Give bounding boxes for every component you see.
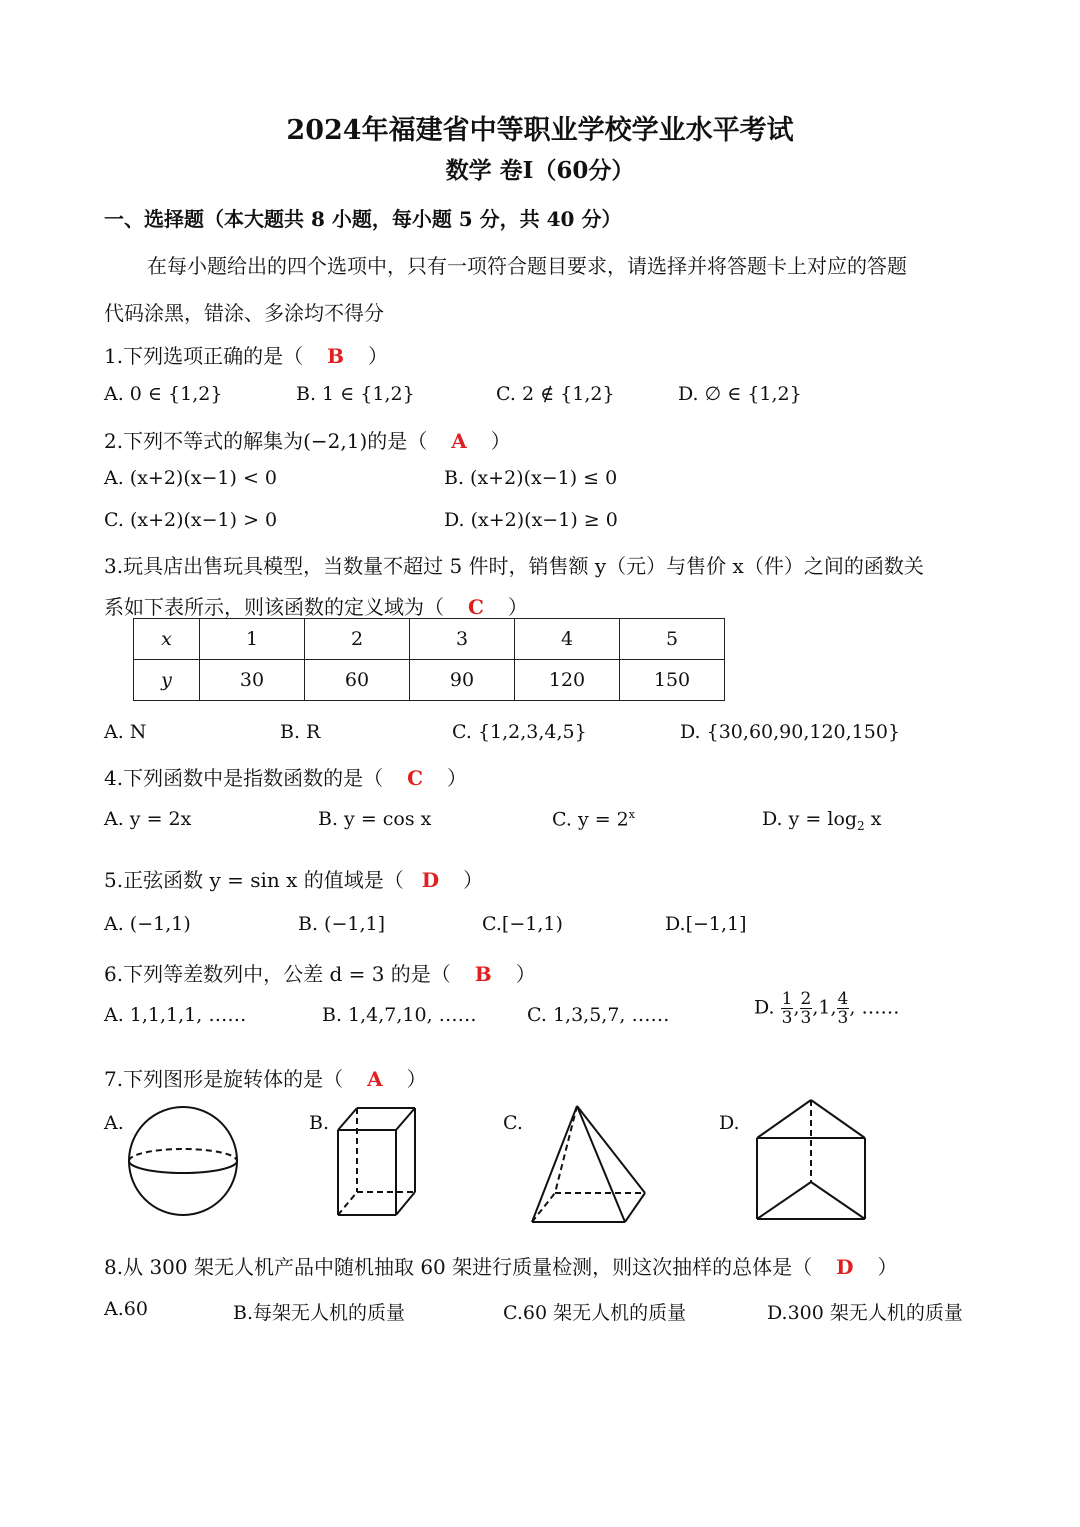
figure-label-b: B.: [309, 1112, 330, 1134]
q3-option-c: C. {1,2,3,4,5}: [452, 721, 587, 743]
xy-table: [133, 618, 725, 701]
table-cell: 60: [305, 660, 410, 701]
q8-option-b: B.每架无人机的质量: [233, 1302, 406, 1324]
answer-2: A: [451, 429, 467, 453]
triangular-prism-figure: [752, 1096, 870, 1224]
fraction: $\frac{4}{3}$: [837, 989, 849, 1028]
table-cell: 3: [410, 619, 515, 660]
exam-title: 2024年福建省中等职业学校学业水平考试: [286, 115, 794, 146]
figure-label-c: C.: [503, 1112, 523, 1134]
sphere-figure: [122, 1100, 246, 1224]
q4-option-d: D. $y = \log_2 x$: [762, 808, 882, 833]
q6-option-c: C. 1,3,5,7, ……: [527, 1004, 670, 1026]
q4-option-b: B. y = cos x: [318, 808, 432, 830]
fraction: $\frac{1}{3}$: [781, 989, 793, 1028]
answer-4: C: [407, 766, 424, 790]
figure-label-d: D.: [719, 1112, 740, 1134]
question-2-stem: 2.下列不等式的解集为(−2,1)的是（ A ）: [104, 429, 511, 453]
table-cell: y: [134, 660, 200, 701]
q1-option-a: A. 0 ∈ {1,2}: [104, 383, 223, 405]
q5-option-c: C.[−1,1): [482, 913, 563, 935]
answer-1: B: [327, 344, 344, 368]
q8-option-c: C.60 架无人机的质量: [503, 1302, 687, 1324]
table-cell: 30: [200, 660, 305, 701]
instruction-line-1: 在每小题给出的四个选项中，只有一项符合题目要求，请选择并将答题卡上对应的答题: [147, 254, 907, 278]
q5-option-d: D.[−1,1]: [665, 913, 747, 935]
cuboid-figure: [333, 1100, 423, 1220]
q2-option-c: C. (x+2)(x−1) > 0: [104, 509, 278, 531]
q2-option-d: D. (x+2)(x−1) ≥ 0: [444, 509, 618, 531]
table-row: [134, 619, 725, 660]
question-1-stem: 1.下列选项正确的是（ B ）: [104, 344, 388, 368]
answer-8: D: [836, 1255, 854, 1279]
exam-subtitle: 数学 卷I（60分）: [445, 157, 635, 184]
q4-option-a: A. y = 2x: [104, 808, 192, 830]
question-7-stem: 7.下列图形是旋转体的是（ A ）: [104, 1067, 427, 1091]
instruction-line-2: 代码涂黑，错涂、多涂均不得分: [104, 301, 384, 325]
q3-option-d: D. {30,60,90,120,150}: [680, 721, 901, 743]
q1-option-d: D. ∅ ∈ {1,2}: [678, 383, 802, 405]
q8-option-d: D.300 架无人机的质量: [767, 1302, 963, 1324]
figure-label-a: A.: [104, 1112, 124, 1134]
question-6-stem: 6.下列等差数列中，公差 d = 3 的是（ B ）: [104, 962, 536, 986]
section-heading: 一、选择题（本大题共 8 小题，每小题 5 分，共 40 分）: [104, 207, 622, 231]
q6-option-d: D. $\frac{1}{3}$ , $\frac{2}{3}$ ,1, $\frac{4}{3}$ , ……: [754, 989, 900, 1028]
table-row: [134, 660, 725, 701]
q2-option-a: A. (x+2)(x−1) < 0: [104, 467, 277, 489]
question-4-stem: 4.下列函数中是指数函数的是（ C ）: [104, 766, 468, 790]
q3-option-a: A. N: [104, 721, 147, 743]
q6-option-a: A. 1,1,1,1, ……: [104, 1004, 247, 1026]
q5-option-a: A. (−1,1): [104, 913, 191, 935]
question-3-stem-2: 系如下表所示，则该函数的定义域为（ C ）: [104, 595, 528, 619]
q3-option-b: B. R: [280, 721, 321, 743]
answer-7: A: [367, 1067, 383, 1091]
q2-option-b: B. (x+2)(x−1) ≤ 0: [444, 467, 618, 489]
q1-option-b: B. 1 ∈ {1,2}: [296, 383, 415, 405]
answer-5: D: [421, 868, 440, 892]
table-cell: x: [134, 619, 200, 660]
q4-option-c: C. $y = 2^x$: [552, 808, 635, 831]
fraction: $\frac{2}{3}$: [800, 989, 812, 1028]
question-5-stem: 5.正弦函数 y = sin x 的值域是（ D ）: [104, 868, 484, 892]
table-cell: 150: [620, 660, 725, 701]
table-cell: 1: [200, 619, 305, 660]
table-cell: 90: [410, 660, 515, 701]
q8-option-a: A.60: [104, 1298, 148, 1320]
pyramid-figure: [527, 1100, 651, 1228]
table-cell: 2: [305, 619, 410, 660]
table-cell: 5: [620, 619, 725, 660]
table-cell: 120: [515, 660, 620, 701]
table-cell: 4: [515, 619, 620, 660]
q6-option-b: B. 1,4,7,10, ……: [322, 1004, 477, 1026]
q5-option-b: B. (−1,1]: [298, 913, 386, 935]
answer-3: C: [468, 595, 484, 619]
question-8-stem: 8.从 300 架无人机产品中随机抽取 60 架进行质量检测，则这次抽样的总体是（ D ）: [104, 1255, 898, 1279]
question-3-stem: 3.玩具店出售玩具模型，当数量不超过 5 件时，销售额 y（元）与售价 x（件）之间的函数关: [104, 554, 924, 578]
q1-option-c: C. 2 ∉ {1,2}: [496, 383, 615, 405]
answer-6: B: [474, 962, 492, 986]
